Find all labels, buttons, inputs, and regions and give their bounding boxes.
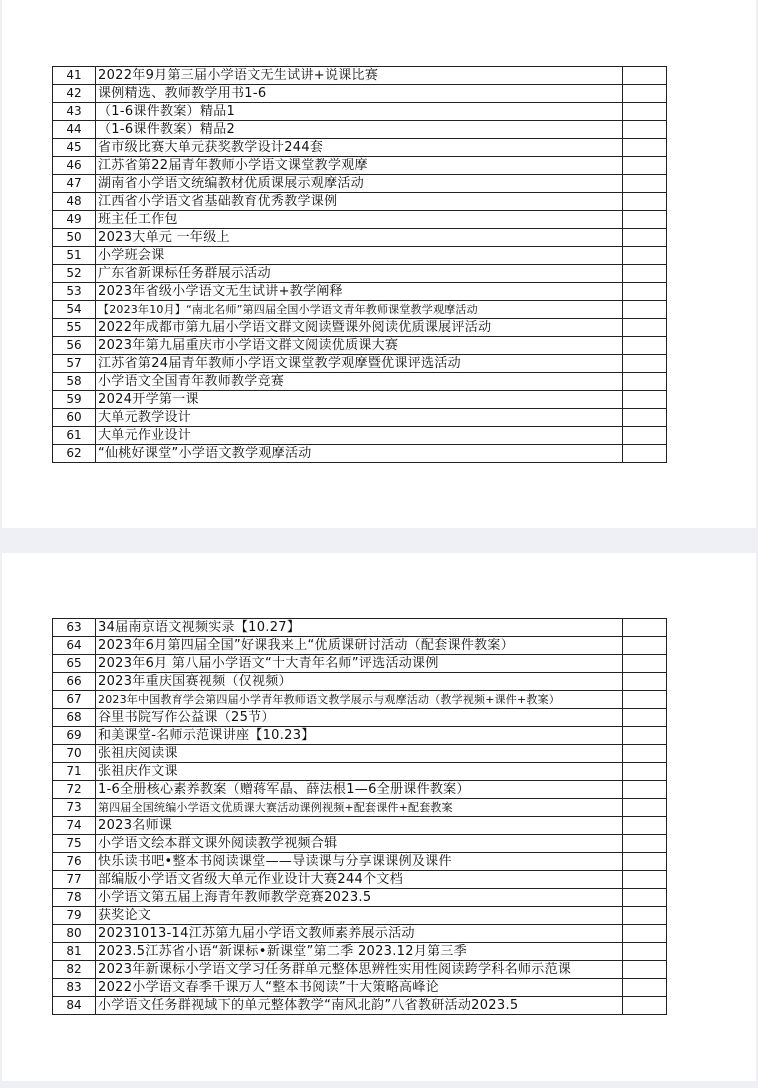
table-row: [53, 835, 667, 853]
row-title: 34届南京语文视频实录【10.27】: [96, 619, 623, 637]
table-row: [53, 907, 667, 925]
table-row: [53, 283, 667, 301]
row-title: 1-6全册核心素养教案（赠蒋军晶、薛法根1—6全册课件教案）: [96, 781, 623, 799]
table-row: [53, 817, 667, 835]
row-number: 73: [53, 799, 96, 817]
row-number: 45: [53, 139, 96, 157]
row-number: 63: [53, 619, 96, 637]
row-title: 2023年省级小学语文无生试讲+教学阐释: [96, 283, 623, 301]
row-number: 66: [53, 673, 96, 691]
row-title: 2023年6月第四届全国”好课我来上“优质课研讨活动（配套课件教案）: [96, 637, 623, 655]
table-row: [53, 943, 667, 961]
row-empty-cell: [623, 637, 667, 655]
table-row: [53, 157, 667, 175]
row-title: 2023年中国教育学会第四届小学青年教师语文教学展示与观摩活动（教学视频+课件+教案）: [96, 691, 623, 709]
row-title: 快乐读书吧•整本书阅读课堂——导读课与分享课课例及课件: [96, 853, 623, 871]
row-number: 67: [53, 691, 96, 709]
row-empty-cell: [623, 889, 667, 907]
table-row: [53, 961, 667, 979]
row-title: 湖南省小学语文统编教材优质课展示观摩活动: [96, 175, 623, 193]
table-row: [53, 709, 667, 727]
row-empty-cell: [623, 157, 667, 175]
table-row: [53, 103, 667, 121]
row-number: 54: [53, 301, 96, 319]
row-number: 52: [53, 265, 96, 283]
table-row: [53, 445, 667, 463]
row-number: 58: [53, 373, 96, 391]
row-empty-cell: [623, 961, 667, 979]
table-row: [53, 673, 667, 691]
row-title: （1-6课件教案）精品2: [96, 121, 623, 139]
row-number: 70: [53, 745, 96, 763]
row-title: （1-6课件教案）精品1: [96, 103, 623, 121]
row-number: 83: [53, 979, 96, 997]
document-page-2: [2, 553, 756, 1081]
row-empty-cell: [623, 907, 667, 925]
row-empty-cell: [623, 175, 667, 193]
table-row: [53, 727, 667, 745]
row-empty-cell: [623, 745, 667, 763]
row-empty-cell: [623, 979, 667, 997]
row-empty-cell: [623, 193, 667, 211]
resource-table-body: [53, 67, 667, 463]
table-row: [53, 619, 667, 637]
row-title: 2022年成都市第九届小学语文群文阅读暨课外阅读优质课展评活动: [96, 319, 623, 337]
table-row: [53, 67, 667, 85]
row-empty-cell: [623, 655, 667, 673]
row-number: 71: [53, 763, 96, 781]
row-empty-cell: [623, 355, 667, 373]
row-title: “仙桃好课堂”小学语文教学观摩活动: [96, 445, 623, 463]
row-number: 77: [53, 871, 96, 889]
row-empty-cell: [623, 925, 667, 943]
table-row: [53, 889, 667, 907]
row-number: 62: [53, 445, 96, 463]
document-page-1: [2, 0, 756, 528]
table-row: [53, 799, 667, 817]
table-row: [53, 409, 667, 427]
row-title: 广东省新课标任务群展示活动: [96, 265, 623, 283]
row-title: 江苏省第24届青年教师小学语文课堂教学观摩暨优课评选活动: [96, 355, 623, 373]
row-empty-cell: [623, 871, 667, 889]
table-row: [53, 229, 667, 247]
row-title: 江西省小学语文省基础教育优秀教学课例: [96, 193, 623, 211]
row-number: 64: [53, 637, 96, 655]
table-row: [53, 691, 667, 709]
row-title: 2022年9月第三届小学语文无生试讲+说课比赛: [96, 67, 623, 85]
table-row: [53, 781, 667, 799]
table-row: [53, 925, 667, 943]
row-empty-cell: [623, 709, 667, 727]
row-number: 48: [53, 193, 96, 211]
table-row: [53, 319, 667, 337]
row-empty-cell: [623, 781, 667, 799]
row-empty-cell: [623, 247, 667, 265]
row-number: 69: [53, 727, 96, 745]
table-row: [53, 427, 667, 445]
resource-table-2: [52, 618, 667, 1015]
row-number: 65: [53, 655, 96, 673]
row-number: 43: [53, 103, 96, 121]
row-number: 42: [53, 85, 96, 103]
row-title: 第四届全国统编小学语文优质课大赛活动课例视频+配套课件+配套教案: [96, 799, 623, 817]
row-number: 68: [53, 709, 96, 727]
row-title: 2023名师课: [96, 817, 623, 835]
row-empty-cell: [623, 817, 667, 835]
table-row: [53, 853, 667, 871]
resource-table-1: [52, 66, 667, 463]
row-empty-cell: [623, 319, 667, 337]
row-number: 82: [53, 961, 96, 979]
row-empty-cell: [623, 211, 667, 229]
row-number: 49: [53, 211, 96, 229]
row-empty-cell: [623, 139, 667, 157]
row-empty-cell: [623, 445, 667, 463]
row-empty-cell: [623, 727, 667, 745]
row-empty-cell: [623, 673, 667, 691]
row-title: 江苏省第22届青年教师小学语文课堂教学观摩: [96, 157, 623, 175]
row-title: 张祖庆作文课: [96, 763, 623, 781]
row-number: 61: [53, 427, 96, 445]
table-row: [53, 211, 667, 229]
row-number: 84: [53, 997, 96, 1015]
row-title: 和美课堂-名师示范课讲座【10.23】: [96, 727, 623, 745]
row-number: 79: [53, 907, 96, 925]
row-empty-cell: [623, 283, 667, 301]
row-number: 53: [53, 283, 96, 301]
row-number: 51: [53, 247, 96, 265]
row-number: 74: [53, 817, 96, 835]
row-title: 小学语文绘本群文课外阅读教学视频合辑: [96, 835, 623, 853]
row-empty-cell: [623, 103, 667, 121]
row-empty-cell: [623, 409, 667, 427]
row-number: 44: [53, 121, 96, 139]
resource-table-body: [53, 619, 667, 1015]
row-empty-cell: [623, 301, 667, 319]
row-title: 大单元作业设计: [96, 427, 623, 445]
row-title: 2023年6月 第八届小学语文“十大青年名师”评选活动课例: [96, 655, 623, 673]
row-empty-cell: [623, 853, 667, 871]
table-row: [53, 763, 667, 781]
table-row: [53, 175, 667, 193]
row-number: 57: [53, 355, 96, 373]
table-row: [53, 247, 667, 265]
row-number: 59: [53, 391, 96, 409]
row-number: 78: [53, 889, 96, 907]
table-row: [53, 265, 667, 283]
table-row: [53, 139, 667, 157]
row-title: 班主任工作包: [96, 211, 623, 229]
row-number: 81: [53, 943, 96, 961]
table-row: [53, 997, 667, 1015]
table-row: [53, 655, 667, 673]
table-row: [53, 337, 667, 355]
row-empty-cell: [623, 763, 667, 781]
row-title: 部编版小学语文省级大单元作业设计大赛244个文档: [96, 871, 623, 889]
row-title: 大单元教学设计: [96, 409, 623, 427]
row-empty-cell: [623, 337, 667, 355]
row-title: 张祖庆阅读课: [96, 745, 623, 763]
row-title: 课例精选、教师教学用书1-6: [96, 85, 623, 103]
row-number: 46: [53, 157, 96, 175]
row-number: 60: [53, 409, 96, 427]
table-row: [53, 355, 667, 373]
row-number: 80: [53, 925, 96, 943]
table-row: [53, 193, 667, 211]
table-row: [53, 745, 667, 763]
row-title: 【2023年10月】“南北名师”第四届全国小学语文青年教师课堂教学观摩活动: [96, 301, 623, 319]
row-empty-cell: [623, 229, 667, 247]
row-title: 谷里书院写作公益课（25节）: [96, 709, 623, 727]
row-title: 2023大单元 一年级上: [96, 229, 623, 247]
row-empty-cell: [623, 997, 667, 1015]
row-title: 2023年新课标小学语文学习任务群单元整体思辨性实用性阅读跨学科名师示范课: [96, 961, 623, 979]
table-row: [53, 391, 667, 409]
row-empty-cell: [623, 691, 667, 709]
table-row: [53, 979, 667, 997]
row-number: 50: [53, 229, 96, 247]
row-empty-cell: [623, 427, 667, 445]
row-empty-cell: [623, 67, 667, 85]
row-title: 小学班会课: [96, 247, 623, 265]
row-number: 47: [53, 175, 96, 193]
table-row: [53, 85, 667, 103]
row-empty-cell: [623, 943, 667, 961]
row-number: 55: [53, 319, 96, 337]
row-title: 获奖论文: [96, 907, 623, 925]
row-title: 小学语文全国青年教师教学竞赛: [96, 373, 623, 391]
row-empty-cell: [623, 799, 667, 817]
row-title: 2024开学第一课: [96, 391, 623, 409]
row-title: 小学语文第五届上海青年教师教学竞赛2023.5: [96, 889, 623, 907]
row-title: 20231013-14江苏第九届小学语文教师素养展示活动: [96, 925, 623, 943]
row-empty-cell: [623, 265, 667, 283]
row-empty-cell: [623, 121, 667, 139]
row-number: 72: [53, 781, 96, 799]
row-number: 76: [53, 853, 96, 871]
table-row: [53, 871, 667, 889]
row-title: 2023年重庆国赛视频（仅视频）: [96, 673, 623, 691]
row-empty-cell: [623, 835, 667, 853]
row-empty-cell: [623, 391, 667, 409]
table-row: [53, 373, 667, 391]
row-title: 省市级比赛大单元获奖教学设计244套: [96, 139, 623, 157]
row-title: 2023年第九届重庆市小学语文群文阅读优质课大赛: [96, 337, 623, 355]
table-row: [53, 637, 667, 655]
row-empty-cell: [623, 85, 667, 103]
row-number: 41: [53, 67, 96, 85]
row-title: 小学语文任务群视域下的单元整体教学“南风北韵”八省教研活动2023.5: [96, 997, 623, 1015]
row-empty-cell: [623, 373, 667, 391]
table-row: [53, 121, 667, 139]
row-title: 2022小学语文春季千课万人“整本书阅读”十大策略高峰论: [96, 979, 623, 997]
row-number: 56: [53, 337, 96, 355]
table-row: [53, 301, 667, 319]
row-number: 75: [53, 835, 96, 853]
row-empty-cell: [623, 619, 667, 637]
row-title: 2023.5江苏省小语“新课标•新课堂”第二季 2023.12月第三季: [96, 943, 623, 961]
